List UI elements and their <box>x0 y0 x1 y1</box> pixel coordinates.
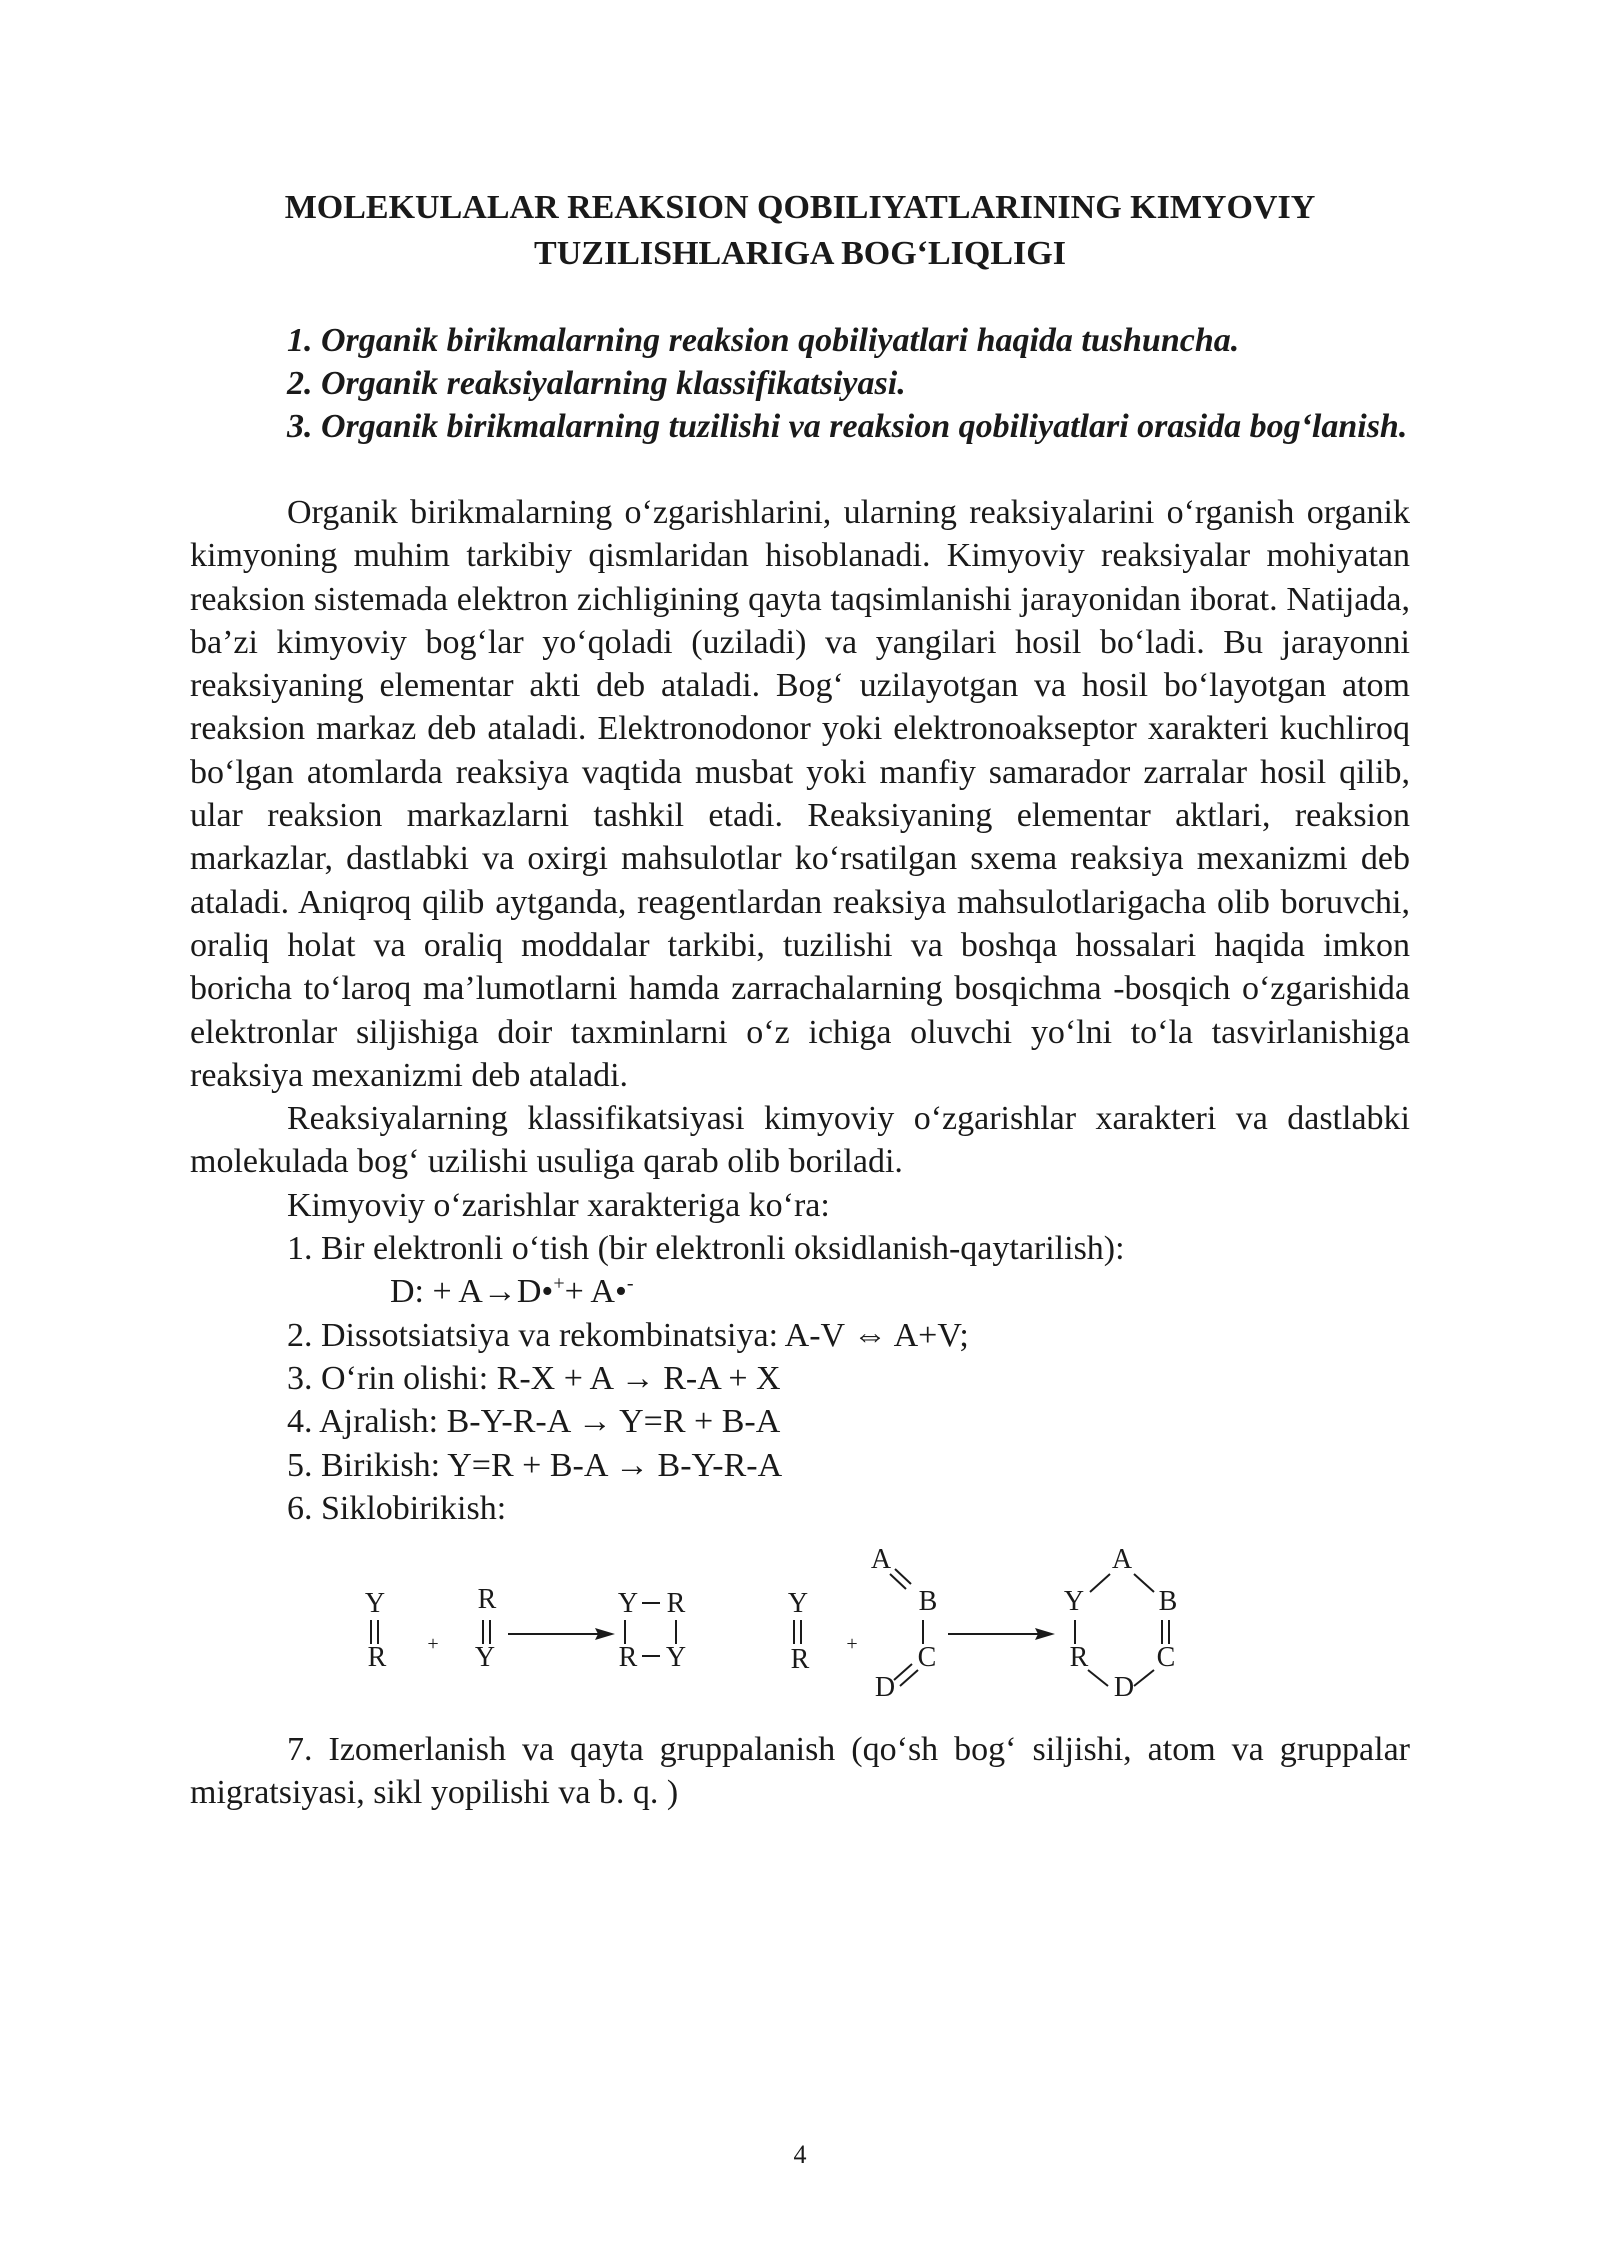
page <box>190 185 1410 1815</box>
scheme-atom: R <box>618 1642 638 1674</box>
list-item-3: 3. O‘rin olishi: R-X + A → R-A + X <box>287 1359 781 1397</box>
cycloaddition-scheme <box>190 1536 1410 1726</box>
scheme-atom: Y <box>364 1588 386 1620</box>
scheme-atom: B <box>918 1586 938 1618</box>
scheme-atom: C <box>1156 1642 1176 1674</box>
scheme-atom: D <box>874 1672 896 1704</box>
list-item-4: 4. Ajralish: B-Y-R-A → Y=R + B-A <box>287 1403 781 1441</box>
list-item-1: 1. Bir elektronli o‘tish (bir elektronli oksidlanish-qaytarilish): <box>287 1230 1125 1268</box>
topic-item: 3. Organik birikmalarning tuzilishi va reaksion qobiliyatlari orasida bog‘lanish. <box>287 408 1408 445</box>
topics-list <box>190 319 1410 448</box>
page-number: 4 <box>793 2140 807 2169</box>
list-item-2: 2. Dissotsiatsiya va rekombinatsiya: A-V ⇔ A+V; <box>287 1316 969 1354</box>
scheme-atom: Y <box>617 1588 639 1620</box>
title-line-1: MOLEKULALAR REAKSION QOBILIYATLARINING KIMYOVIY <box>284 189 1316 226</box>
page-title <box>190 185 1410 277</box>
plus-sign: + <box>846 1633 858 1656</box>
scheme-atom: D <box>1113 1672 1135 1704</box>
scheme-atom: R <box>477 1584 497 1616</box>
plus-sign: + <box>427 1633 439 1656</box>
paragraph-intro: Organik birikmalarning o‘zgarishlarini, ularning reaksiyalarini o‘rganish organik kimyoning muhim tarkibiy qismlaridan hisoblanadi. Kimyoviy reaksiyalar mohiyatan reaksion sistemada elektron zichligining qayta taqsimlanishi jarayonidan iborat. Natijada, ba’zi kimyoviy bog‘lar yo‘qoladi (uziladi) va yangilari hosil bo‘ladi. Bu jarayonni reaksiyaning elementar akti deb ataladi. Bog‘ uzilayotgan va hosil bo‘layotgan atom reaksion markaz deb ataladi. Elektronodonor yoki elektronoakseptor xarakteri kuchliroq bo‘lgan atomlarda reaksiya vaqtida musbat yoki manfiy samarador zarralar hosil qilib, ular reaksion markazlarni tashkil etadi. Reaksiyaning elementar aktlari, reaksion markazlar, dastlabki va oxirgi mahsulotlar ko‘rsatilgan sxema reaksiya mexanizmi deb ataladi. Aniqroq qilib aytganda, reagentlardan reaksiya mahsulotlarigacha olib boruvchi, oraliq holat va oraliq moddalar tarkibi, tuzilishi va boshqa hossalari haqida imkon boricha to‘laroq ma’lumotlarni hamda zarrachalarning bosqichma -bosqich o‘zgarishida elektronlar siljishiga doir taxminlarni o‘z ichiga oluvchi yo‘lni to‘la tasvirlanishiga reaksiya mexanizmi deb ataladi. <box>190 494 1410 1094</box>
scheme-atom: A <box>1111 1544 1133 1576</box>
equation-electron-transfer: D: + A→D•++ A•- <box>390 1273 634 1311</box>
scheme-atom: R <box>367 1642 387 1674</box>
scheme-atom: R <box>666 1588 686 1620</box>
list-item-5: 5. Birikish: Y=R + B-A → B-Y-R-A <box>287 1446 783 1484</box>
scheme-atom: B <box>1158 1586 1178 1618</box>
paragraph-classification: Reaksiyalarning klassifikatsiyasi kimyoviy o‘zgarishlar xarakteri va dastlabki molekulada bog‘ uzilishi usuliga qarab olib boriladi. <box>190 1100 1410 1181</box>
topic-item: 1. Organik birikmalarning reaksion qobiliyatlari haqida tushuncha. <box>287 322 1240 359</box>
scheme-atom: Y <box>1063 1586 1085 1618</box>
cycloaddition-diagram <box>190 1536 1410 1726</box>
scheme-atom: R <box>1069 1642 1089 1674</box>
scheme-atom: Y <box>474 1642 496 1674</box>
paragraph-isomerization: 7. Izomerlanish va qayta gruppalanish (qo‘sh bog‘ siljishi, atom va gruppalar migratsiyasi, sikl yopilishi va b. q. ) <box>190 1731 1410 1812</box>
scheme-atom: Y <box>665 1642 687 1674</box>
scheme-atom: Y <box>787 1588 809 1620</box>
scheme-atom: A <box>870 1544 892 1576</box>
paragraph-types: Kimyoviy o‘zarishlar xarakteriga ko‘ra: <box>287 1186 830 1224</box>
body-text <box>190 491 1410 1815</box>
scheme-atom: C <box>917 1642 937 1674</box>
title-line-2: TUZILISHLARIGA BOG‘LIQLIGI <box>534 235 1066 272</box>
scheme-atom: R <box>790 1644 810 1676</box>
list-item-6: 6. Siklobirikish: <box>287 1489 507 1527</box>
topic-item: 2. Organik reaksiyalarning klassifikatsiyasi. <box>287 365 906 402</box>
